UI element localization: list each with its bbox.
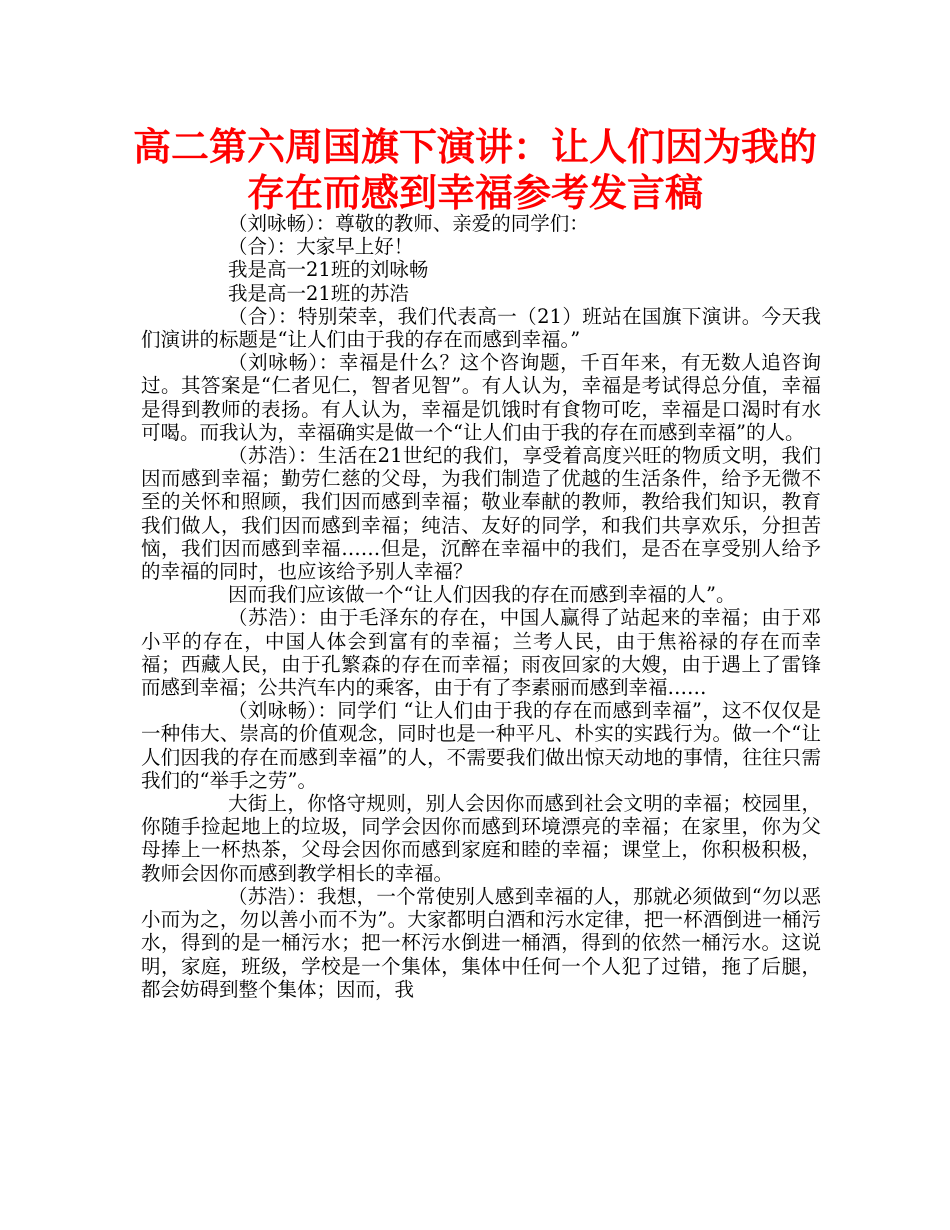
- document-title-line-1: 高二第六周国旗下演讲：让人们因为我的: [132, 125, 817, 169]
- paragraph-what-is-happiness: （刘咏畅）：幸福是什么？这个咨询题，千百年来，有无数人追咨询过。其答案是“仁者见仁，智者见智”。有人认为，幸福是考试得总分值，幸福是得到教师的表扬。有人认为，幸福是饥饿时有食物可吃，幸福是口渴时有水可喝。而我认为，幸福确实是做一个“让人们由于我的存在而感到幸福”的人。: [141, 351, 821, 444]
- paragraph-21st-century: （苏浩）：生活在21世纪的我们，享受着高度兴旺的物质文明，我们因而感到幸福；勤劳仁慈的父母，为我们制造了优越的生活条件，给予无微不至的关怀和照顾，我们因而感到幸福；敬业奉献的教师，教给我们知识，教育我们做人，我们因而感到幸福；纯洁、友好的同学，和我们共享欢乐，分担苦恼，我们因而感到幸福……但是，沉醉在幸福中的我们，是否在享受别人给予的幸福的同时，也应该给予别人幸福？: [141, 444, 821, 584]
- paragraph-examples: （苏浩）：由于毛泽东的存在，中国人赢得了站起来的幸福；由于邓小平的存在，中国人体会到富有的幸福；兰考人民，由于焦裕禄的存在而幸福；西藏人民，由于孔繁森的存在而幸福；雨夜回家的大嫂，由于遇上了雷锋而感到幸福；公共汽车内的乘客，由于有了李素丽而感到幸福……: [141, 606, 821, 700]
- document-body: [141, 212, 821, 1001]
- paragraph-intro-su: 我是高一21班的苏浩: [228, 281, 409, 305]
- paragraph-greeting: （刘咏畅）：尊敬的教师、亲爱的同学们：: [228, 212, 589, 235]
- paragraph-intro-liu: 我是高一21班的刘咏畅: [228, 258, 429, 282]
- paragraph-value: （刘咏畅）：同学们 “让人们由于我的存在而感到幸福”，这不仅仅是一种伟大、崇高的价值观念，同时也是一种平凡、朴实的实践行为。做一个“让人们因我的存在而感到幸福”的人，不需要我们做出惊天动地的事情，往往只需我们的“举手之劳”。: [141, 699, 821, 792]
- paragraph-topic: （合）：特别荣幸，我们代表高一（21）班站在国旗下演讲。今天我们演讲的标题是“让人们由于我的存在而感到幸福。”: [141, 304, 821, 352]
- paragraph-morning: （合）：大家早上好！: [228, 235, 414, 259]
- document-title-line-2: 存在而感到幸福参考发言稿: [246, 171, 703, 215]
- paragraph-daily-life: 大街上，你恪守规则，别人会因你而感到社会文明的幸福；校园里，你随手捡起地上的垃圾，同学会因你而感到环境漂亮的幸福；在家里，你为父母捧上一杯热茶，父母会因你而感到家庭和睦的幸福；课堂上，你积极积极，教师会因你而感到教学相长的幸福。: [141, 792, 821, 885]
- paragraph-should-be: 因而我们应该做一个“让人们因我的存在而感到幸福的人”。: [228, 583, 736, 607]
- paragraph-conclusion: （苏浩）：我想，一个常使别人感到幸福的人，那就必须做到“勿以恶小而为之，勿以善小而不为”。大家都明白酒和污水定律，把一杯酒倒进一桶污水，得到的是一桶污水；把一杯污水倒进一桶酒，得到的依然一桶污水。这说明，家庭，班级，学校是一个集体，集体中任何一个人犯了过错，拖了后腿，都会妨碍到整个集体；因而，我: [141, 884, 821, 1001]
